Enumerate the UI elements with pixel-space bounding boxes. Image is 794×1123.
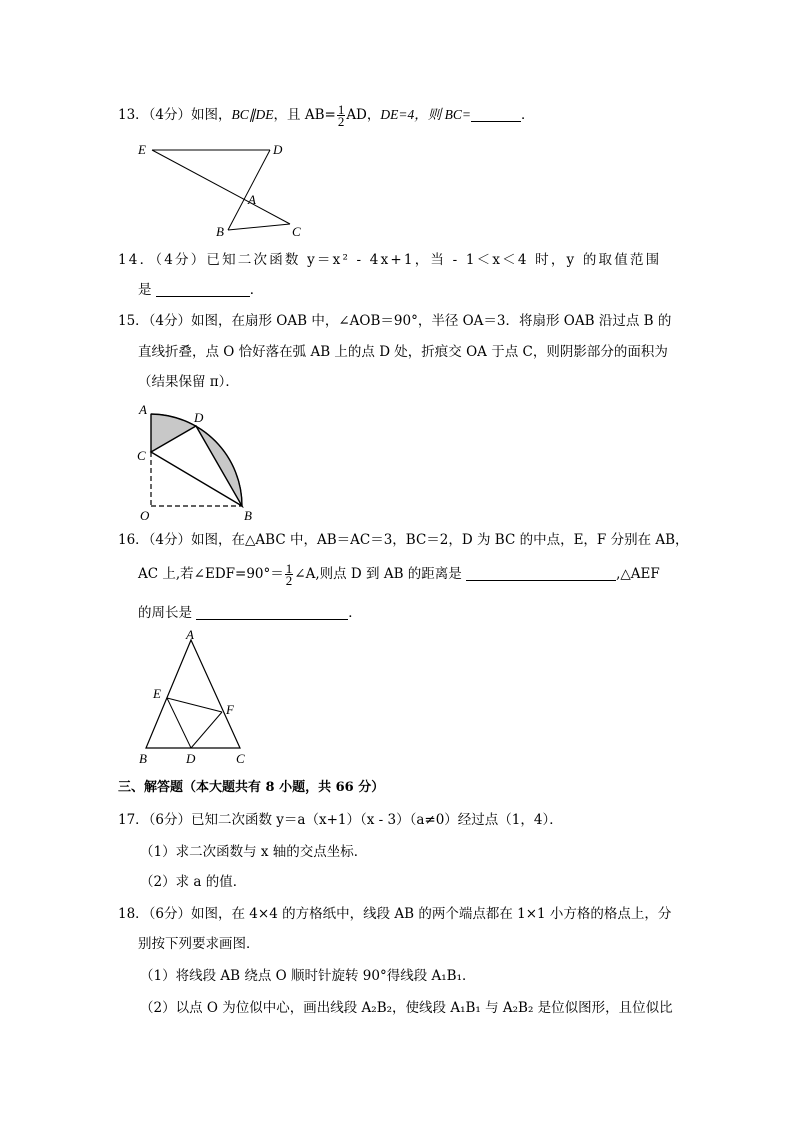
label-c: C [137, 448, 146, 463]
label-c: C [236, 751, 245, 766]
answer-blank[interactable] [466, 566, 616, 581]
q18-sub1: （1）将线段 AB 绕点 O 顺时针旋转 90°得线段 A₁B₁． [140, 968, 476, 984]
label-b: B [139, 751, 147, 766]
q17-sub1: （1）求二次函数与 x 轴的交点坐标． [140, 844, 368, 860]
q13-text: 13．（4分）如图，BC∥DE，且 AB= $\frac{1}{2}$ AD，DE=4，则 BC= ． [118, 102, 535, 129]
q16-line3: 的周长是 ． [138, 605, 362, 621]
q18-line1: 18．（6分）如图，在 4×4 的方格纸中，线段 AB 的两个端点都在 1×1 小方格的格点上，分 [118, 906, 672, 922]
q18-sub2: （2）以点 O 为位似中心，画出线段 A₂B₂，使线段 A₁B₁ 与 A₂B₂ 是位似图形，且位似比 [140, 1000, 673, 1016]
label-a: A [139, 402, 147, 417]
q17-line1: 17．（6分）已知二次函数 y＝a（x+1）（x - 3）（a≠0）经过点（1，4）． [118, 812, 563, 828]
q16-line1: 16．（4分）如图，在△ABC 中，AB＝AC＝3，BC＝2，D 为 BC 的中点，E，F 分别在 AB， [118, 532, 689, 548]
label-f: F [226, 702, 234, 717]
q14-line2: 是 ． [138, 282, 264, 298]
answer-blank[interactable] [156, 282, 250, 297]
answer-blank[interactable] [196, 605, 348, 620]
q14-line1: 14．（4分）已知二次函数 y＝x² - 4x+1，当 - 1＜x＜4 时，y 的取值范围 [118, 252, 662, 268]
q13-figure [130, 138, 310, 242]
label-d: D [186, 751, 196, 766]
q15-line3: （结果保留 π）． [138, 374, 239, 390]
q16-figure [136, 628, 256, 768]
label-o: O [140, 508, 150, 523]
q13-fraction: $\frac{1}{2}$ [337, 102, 345, 129]
label-a: A [248, 192, 256, 207]
q18-line2: 别按下列要求画图． [138, 936, 260, 952]
q15-figure [132, 400, 272, 526]
label-d: D [273, 142, 283, 157]
answer-blank[interactable] [471, 107, 521, 122]
label-c: C [292, 224, 301, 239]
label-a: A [186, 628, 194, 642]
label-e: E [153, 686, 161, 701]
q16-line2: AC 上,若∠EDF=90°＝ $\frac{1}{2}$ ∠A,则点 D 到 AB 的距离是 ,△AEF [138, 561, 660, 588]
section-heading: 三、解答题（本大题共有 8 小题，共 66 分） [118, 780, 385, 795]
label-b: B [216, 224, 224, 239]
label-b: B [244, 508, 252, 523]
label-d: D [194, 410, 204, 425]
q15-line1: 15．（4分）如图，在扇形 OAB 中，∠AOB＝90°，半径 OA＝3．将扇形 OAB 沿过点 B 的 [118, 313, 672, 329]
label-e: E [138, 142, 146, 157]
q17-sub2: （2）求 a 的值． [140, 874, 247, 890]
q16-fraction: $\frac{1}{2}$ [285, 561, 293, 588]
q15-line2: 直线折叠，点 O 恰好落在弧 AB 上的点 D 处，折痕交 OA 于点 C，则阴影部分的面积为 [138, 344, 668, 360]
